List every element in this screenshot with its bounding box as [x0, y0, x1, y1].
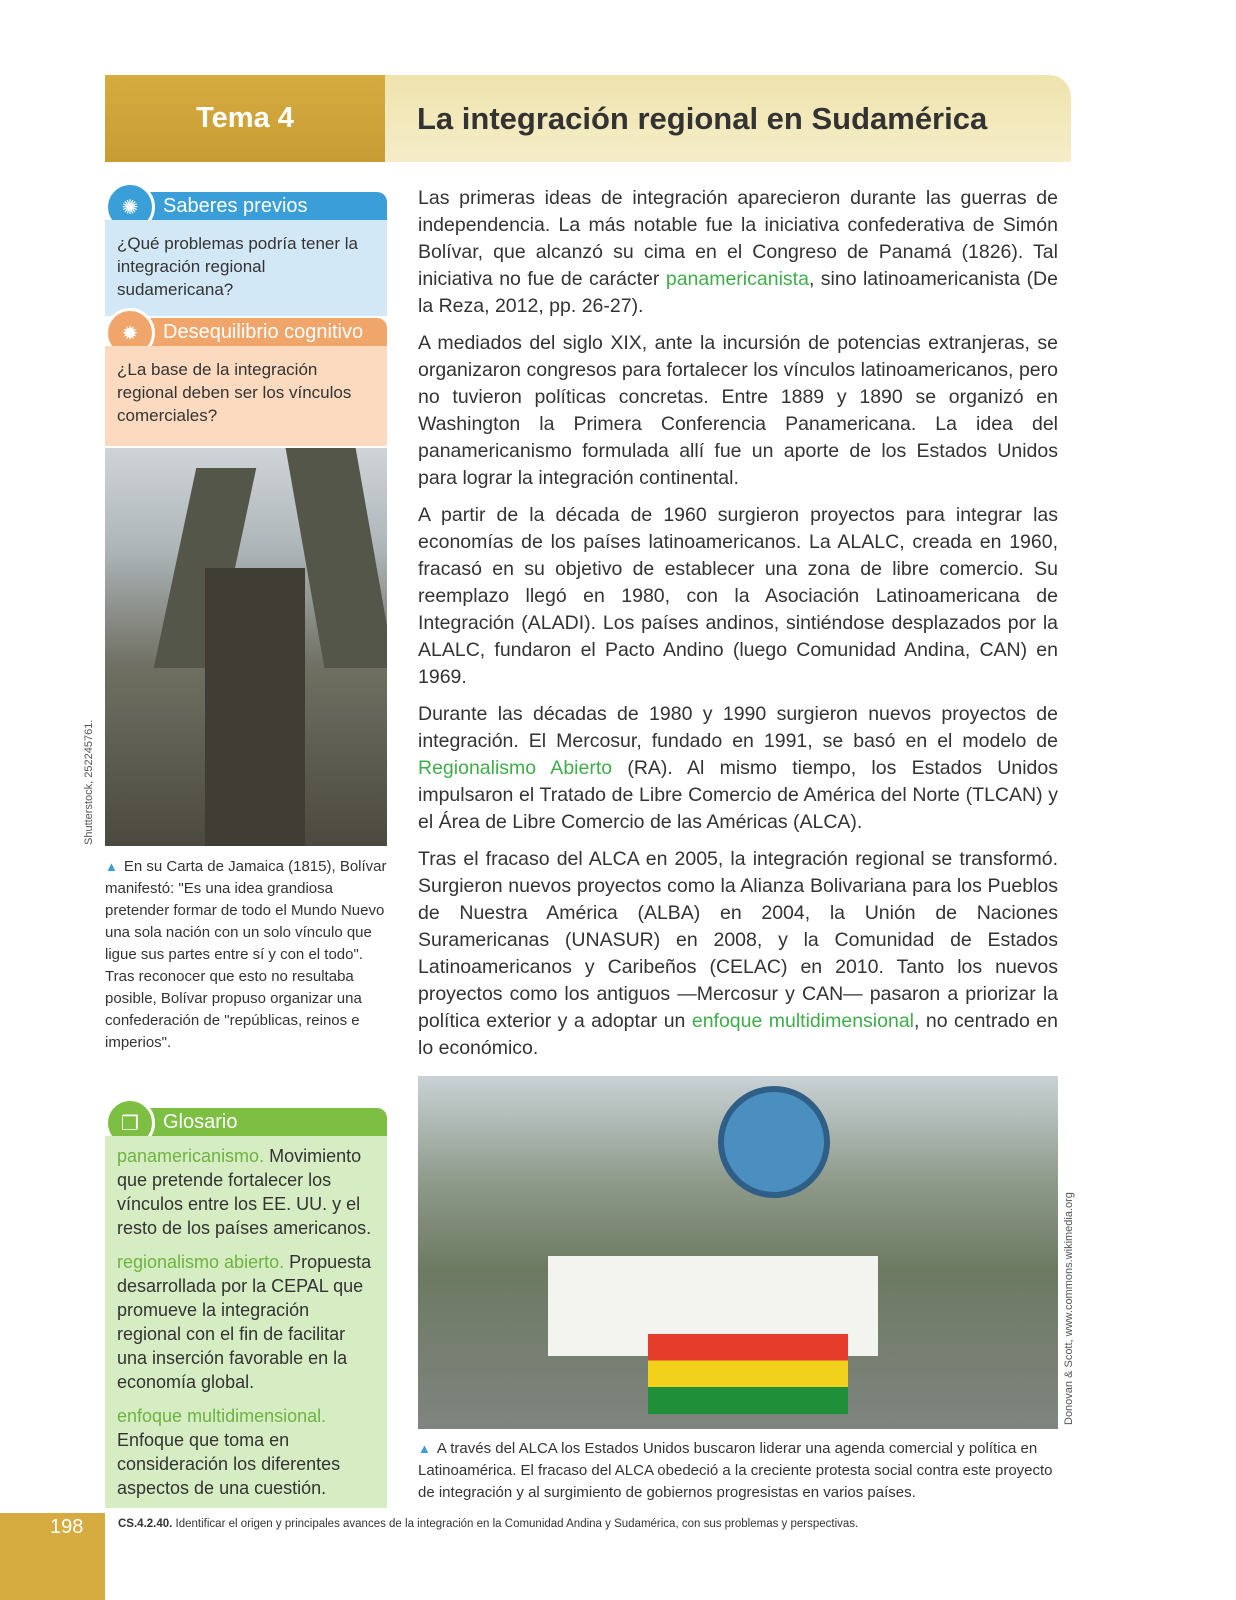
page-header	[105, 75, 1071, 162]
glossary-link: panamericanista	[665, 268, 809, 290]
footer-code: CS.4.2.40.	[118, 1518, 173, 1530]
photo2-caption-text: A través del ALCA los Estados Unidos buscaron liderar una agenda comercial y política en Latinoamérica. El fracaso del ALCA obedeció a la creciente protesta social contra este proyecto de integración y al surgimiento de gobiernos progresistas en varios países.	[418, 1440, 1053, 1501]
protest-flag	[648, 1334, 848, 1414]
photo1-caption-text: En su Carta de Jamaica (1815), Bolívar manifestó: "Es una idea grandiosa pretender formar de todo el Mundo Nuevo una sola nación con un solo vínculo que ligue sus partes entre sí y con el todo". Tras reconocer que esto no resultaba posible, Bolívar propuso organizar una confederación de "repúblicas, reinos e imperios".	[105, 858, 387, 1051]
text-span: Tras el fracaso del ALCA en 2005, la integración regional se transformó. Surgieron nuevos proyectos como la Alianza Bolivariana para los Pueblos de Nuestra América (ALBA) en 2004, la Unión de Naciones Suramericanas (UNASUR) en 2008, y la Comunidad de Estados Latinoamericanos y Caribeños (CELAC) en 2010. Tanto los nuevos proyectos como los antiguos —Mercosur y CAN— pasaron a priorizar la política exterior y a adoptar un	[418, 848, 1058, 1032]
brain-icon: ✺	[105, 182, 155, 232]
text-span: , sino latinoamericanista (De la Reza, 2012, pp. 26-27).	[418, 268, 1058, 317]
triangle-icon: ▲	[418, 1441, 431, 1456]
desequilibrio-cognitivo-text: ¿La base de la integración regional deben ser los vínculos comerciales?	[105, 346, 387, 446]
glosario-entry	[117, 1404, 377, 1500]
text-span: , no centrado en lo económico.	[418, 1010, 1058, 1059]
text-span: (RA). Al mismo tiempo, los Estados Unidos impulsaron el Tratado de Libre Comercio de América del Norte (TLCAN) y el Área de Libre Comercio de las Américas (ALCA).	[418, 757, 1058, 833]
triangle-icon: ▲	[105, 859, 118, 874]
glosario-definition: Propuesta desarrollada por la CEPAL que promueve la integración regional con el fin de facilitar una inserción favorable en la economía global.	[117, 1252, 372, 1392]
photo1-caption	[105, 856, 390, 1054]
lightbulb-icon: ✹	[105, 308, 155, 358]
photo2-caption	[418, 1438, 1058, 1504]
photo2-credit: Donovan & Scott, www.commons.wikimedia.org	[1063, 1192, 1075, 1425]
glossary-link: Regionalismo Abierto	[418, 757, 613, 779]
photo1-credit: Shutterstock, 252245761.	[83, 719, 95, 845]
glosario-box	[105, 1108, 387, 1508]
page-number: 198	[50, 1516, 84, 1538]
glosario-term: enfoque multidimensional.	[117, 1406, 327, 1426]
glosario-term: regionalismo abierto.	[117, 1252, 285, 1272]
desequilibrio-cognitivo-box	[105, 318, 387, 446]
text-span: Las primeras ideas de integración aparecieron durante las guerras de independencia. La más notable fue la iniciativa confederativa de Simón Bolívar, que alcanzó su cima en el Congreso de Panamá (1826). Tal iniciativa no fue de carácter	[418, 187, 1058, 290]
paragraph: A partir de la década de 1960 surgieron proyectos para integrar las economías de los países latinoamericanos. La ALALC, creada en 1960, fracasó en su objetivo de establecer una zona de libre comercio. Su reemplazo llegó en 1980, con la Asociación Latinoamericana de Integración (ALADI). Los países andinos, sintiéndose desplazados por la ALALC, fundaron el Pacto Andino (luego Comunidad Andina, CAN) en 1969.	[418, 504, 1058, 688]
saberes-previos-text: ¿Qué problemas podría tener la integración regional sudamericana?	[105, 220, 387, 316]
paragraph	[418, 846, 1058, 1062]
paragraph	[418, 185, 1058, 320]
glosario-title: Glosario	[131, 1108, 387, 1136]
bolivar-monument-photo	[105, 448, 387, 846]
page-title: La integración regional en Sudamérica	[417, 100, 988, 136]
protest-sign	[718, 1086, 830, 1198]
protest-march-photo	[418, 1076, 1058, 1429]
paragraph: A mediados del siglo XIX, ante la incursión de potencias extranjeras, se organizaron congresos para fortalecer los vínculos latinoamericanos, pero no tuvieron políticas concretas. Entre 1889 y 1890 se organizó en Washington la Primera Conferencia Panamericana. La idea del panamericanismo formulada allí fue un aporte de los Estados Unidos para lograr la integración continental.	[418, 332, 1058, 489]
main-text	[418, 185, 1058, 1136]
paragraph	[418, 701, 1058, 836]
glosario-definition: Movimiento que pretende fortalecer los vínculos entre los EE. UU. y el resto de los países americanos.	[117, 1146, 372, 1238]
saberes-previos-title: Saberes previos	[131, 192, 387, 220]
desequilibrio-cognitivo-title: Desequilibrio cognitivo	[131, 318, 387, 346]
saberes-previos-box	[105, 192, 387, 316]
text-span: Durante las décadas de 1980 y 1990 surgieron nuevos proyectos de integración. El Mercosur, fundado en 1991, se basó en el modelo de	[418, 703, 1058, 752]
tema-label: Tema 4	[105, 75, 385, 162]
glosario-term: panamericanismo.	[117, 1146, 265, 1166]
glossary-link: enfoque multidimensional	[691, 1010, 914, 1032]
footer-text	[118, 1518, 858, 1530]
glosario-entries	[105, 1136, 387, 1508]
glosario-definition: Enfoque que toma en consideración los diferentes aspectos de una cuestión.	[117, 1430, 341, 1498]
book-icon: ❐	[105, 1098, 155, 1148]
footer-description: Identificar el origen y principales avances de la integración en la Comunidad Andina y Sudamérica, con sus problemas y perspectivas.	[172, 1518, 859, 1530]
glosario-entry	[117, 1144, 377, 1240]
glosario-entry	[117, 1250, 377, 1394]
